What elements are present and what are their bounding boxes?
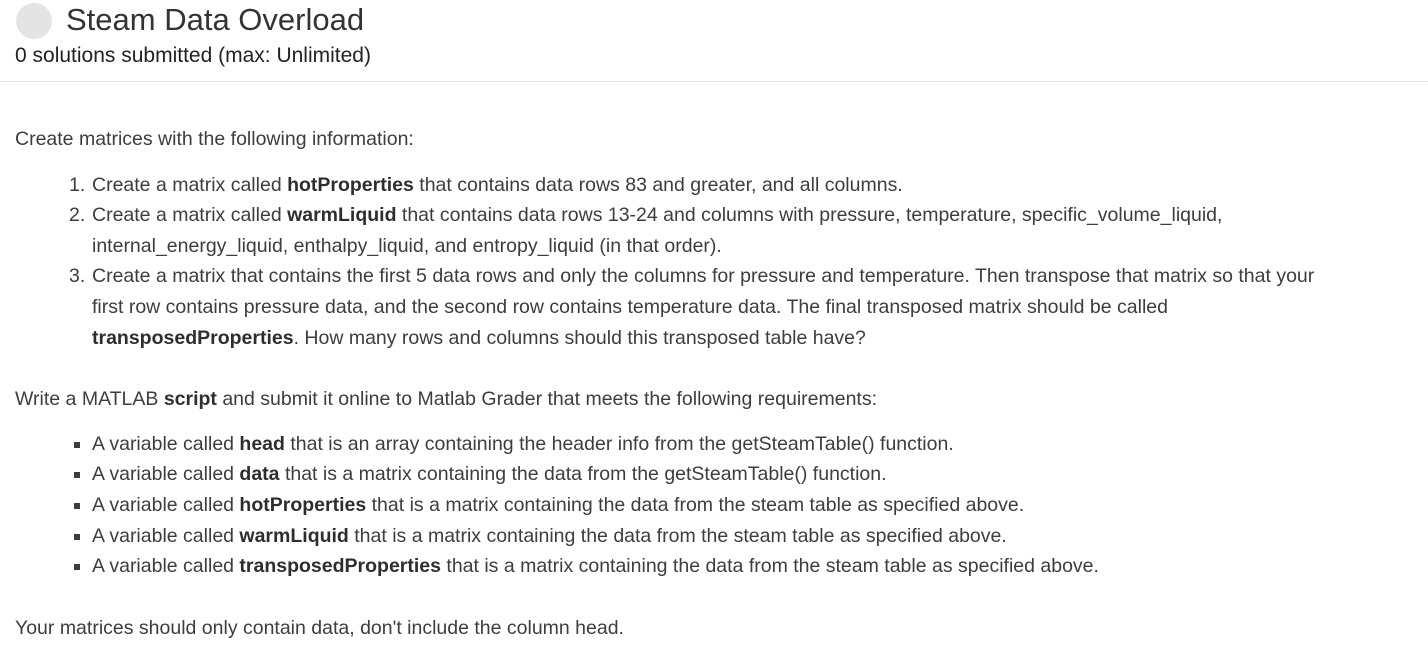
requirement-item: A variable called head that is an array containing the header info from the getSteamTable() function. bbox=[92, 429, 1420, 460]
script-intro-text: Write a MATLAB script and submit it online to Matlab Grader that meets the following requirements: bbox=[15, 388, 878, 411]
variable-name: transposedProperties bbox=[92, 326, 294, 349]
task-item: Create a matrix that contains the first 5 data rows and only the columns for pressure and temperature. Then transpose that matrix so that your first row contains pressure data, and the second row contains temperature data. The final transposed matrix should be called transposedProperties. How many rows and columns should this transposed table have? bbox=[92, 265, 1315, 349]
task-list bbox=[15, 170, 1420, 354]
status-circle-icon bbox=[16, 3, 52, 39]
variable-name: hotProperties bbox=[287, 173, 414, 196]
requirements-list bbox=[15, 429, 1420, 582]
variable-name: warmLiquid bbox=[239, 524, 349, 547]
requirement-item: A variable called data that is a matrix containing the data from the getSteamTable() function. bbox=[92, 459, 1420, 490]
variable-name: head bbox=[239, 432, 285, 455]
task-item: Create a matrix called hotProperties that contains data rows 83 and greater, and all columns. bbox=[92, 173, 903, 196]
intro-text: Create matrices with the following information: bbox=[15, 128, 414, 150]
requirement-item: A variable called transposedProperties that is a matrix containing the data from the steam table as specified above. bbox=[92, 551, 1420, 582]
variable-name: transposedProperties bbox=[239, 555, 441, 578]
problem-title: Steam Data Overload bbox=[66, 2, 365, 37]
problem-description bbox=[15, 124, 1420, 643]
requirement-item: A variable called hotProperties that is a matrix containing the data from the steam table as specified above. bbox=[92, 490, 1420, 521]
footer-note: Your matrices should only contain data, don't include the column head. bbox=[15, 616, 624, 639]
variable-name: hotProperties bbox=[239, 493, 367, 516]
solutions-submitted-count: 0 solutions submitted (max: Unlimited) bbox=[15, 44, 371, 67]
variable-name: warmLiquid bbox=[287, 204, 397, 227]
task-item: Create a matrix called warmLiquid that contains data rows 13-24 and columns with pressure, temperature, specific_volume_liquid, internal_energy_liquid, enthalpy_liquid, and entropy_liquid (in that order). bbox=[92, 204, 1223, 257]
variable-name: data bbox=[239, 463, 280, 486]
problem-header bbox=[0, 0, 1428, 82]
requirement-item: A variable called warmLiquid that is a matrix containing the data from the steam table as specified above. bbox=[92, 521, 1420, 552]
